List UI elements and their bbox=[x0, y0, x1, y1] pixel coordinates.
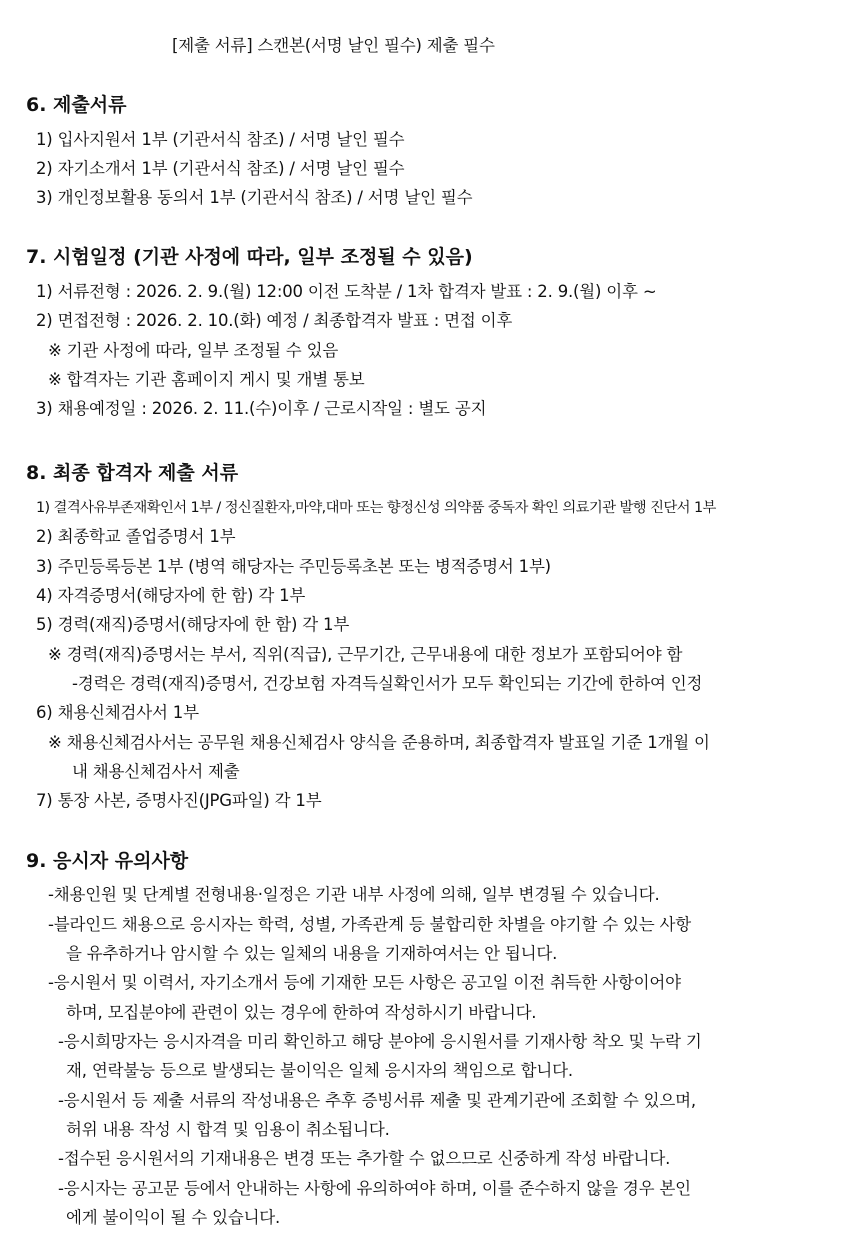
section-6-title: 6. 제출서류 bbox=[26, 94, 127, 116]
s6-item-3: 3) 개인정보활용 동의서 1부 (기관서식 참조) / 서명 날인 필수 bbox=[36, 188, 473, 207]
s7-note-1: ※ 기관 사정에 따라, 일부 조정될 수 있음 bbox=[48, 341, 339, 360]
s9-line-4-cont: 재, 연락불능 등으로 발생되는 불이익은 일체 응시자의 책임으로 합니다. bbox=[66, 1061, 573, 1080]
s7-line-2: 2) 면접전형 : 2026. 2. 10.(화) 예정 / 최종합격자 발표 : 면접 이후 bbox=[36, 311, 513, 330]
s6-item-1: 1) 입사지원서 1부 (기관서식 참조) / 서명 날인 필수 bbox=[36, 130, 405, 149]
s8-line-6: 6) 채용신체검사서 1부 bbox=[36, 703, 199, 722]
s7-line-1: 1) 서류전형 : 2026. 2. 9.(월) 12:00 이전 도착분 / 1차 합격자 발표 : 2. 9.(월) 이후 ~ bbox=[36, 282, 657, 301]
s9-line-7: -응시자는 공고문 등에서 안내하는 사항에 유의하여야 하며, 이를 준수하지 않을 경우 본인 bbox=[58, 1179, 691, 1198]
section-8-title: 8. 최종 합격자 제출 서류 bbox=[26, 462, 239, 484]
s7-line-3: 3) 채용예정일 : 2026. 2. 11.(수)이후 / 근로시작일 : 별도 공지 bbox=[36, 399, 487, 418]
s9-line-2: -블라인드 채용으로 응시자는 학력, 성별, 가족관계 등 불합리한 차별을 야기할 수 있는 사항 bbox=[48, 915, 691, 934]
section-7-title: 7. 시험일정 (기관 사정에 따라, 일부 조정될 수 있음) bbox=[26, 246, 473, 268]
s9-line-5-cont: 허위 내용 작성 시 합격 및 임용이 취소됩니다. bbox=[66, 1120, 390, 1139]
s9-line-5: -응시원서 등 제출 서류의 작성내용은 추후 증빙서류 제출 및 관계기관에 조회할 수 있으며, bbox=[58, 1091, 696, 1110]
s8-line-5: 5) 경력(재직)증명서(해당자에 한 함) 각 1부 bbox=[36, 615, 350, 634]
s9-line-3: -응시원서 및 이력서, 자기소개서 등에 기재한 모든 사항은 공고일 이전 취득한 사항이어야 bbox=[48, 973, 681, 992]
submission-note: [제출 서류] 스캔본(서명 날인 필수) 제출 필수 bbox=[172, 36, 495, 55]
s7-note-2: ※ 합격자는 기관 홈페이지 게시 및 개별 통보 bbox=[48, 370, 365, 389]
s8-note-1: ※ 경력(재직)증명서는 부서, 직위(직급), 근무기간, 근무내용에 대한 정보가 포함되어야 함 bbox=[48, 645, 683, 664]
s8-note-2: ※ 채용신체검사서는 공무원 채용신체검사 양식을 준용하며, 최종합격자 발표일 기준 1개월 이 bbox=[48, 733, 710, 752]
s9-line-4: -응시희망자는 응시자격을 미리 확인하고 해당 분야에 응시원서를 기재사항 착오 및 누락 기 bbox=[58, 1032, 702, 1051]
s9-line-6: -접수된 응시원서의 기재내용은 변경 또는 추가할 수 없으므로 신중하게 작성 바랍니다. bbox=[58, 1149, 671, 1168]
s8-line-1: 1) 결격사유부존재확인서 1부 / 정신질환자,마약,대마 또는 향정신성 의약품 중독자 확인 의료기관 발행 진단서 1부 bbox=[36, 500, 716, 516]
section-9-title: 9. 응시자 유의사항 bbox=[26, 850, 189, 872]
s8-line-4: 4) 자격증명서(해당자에 한 함) 각 1부 bbox=[36, 586, 306, 605]
s9-line-2-cont: 을 유추하거나 암시할 수 있는 일체의 내용을 기재하여서는 안 됩니다. bbox=[66, 944, 558, 963]
s8-line-2: 2) 최종학교 졸업증명서 1부 bbox=[36, 527, 236, 546]
s8-note-2-cont: 내 채용신체검사서 제출 bbox=[72, 762, 240, 781]
s6-item-2: 2) 자기소개서 1부 (기관서식 참조) / 서명 날인 필수 bbox=[36, 159, 405, 178]
s8-note-1-sub: -경력은 경력(재직)증명서, 건강보험 자격득실확인서가 모두 확인되는 기간에 한하여 인정 bbox=[72, 674, 703, 693]
s9-line-3-cont: 하며, 모집분야에 관련이 있는 경우에 한하여 작성하시기 바랍니다. bbox=[66, 1003, 537, 1022]
s8-line-7: 7) 통장 사본, 증명사진(JPG파일) 각 1부 bbox=[36, 791, 322, 810]
s8-line-3: 3) 주민등록등본 1부 (병역 해당자는 주민등록초본 또는 병적증명서 1부) bbox=[36, 557, 551, 576]
s9-line-1: -채용인원 및 단계별 전형내용·일정은 기관 내부 사정에 의해, 일부 변경될 수 있습니다. bbox=[48, 885, 660, 904]
s9-line-7-cont: 에게 불이익이 될 수 있습니다. bbox=[66, 1208, 281, 1227]
